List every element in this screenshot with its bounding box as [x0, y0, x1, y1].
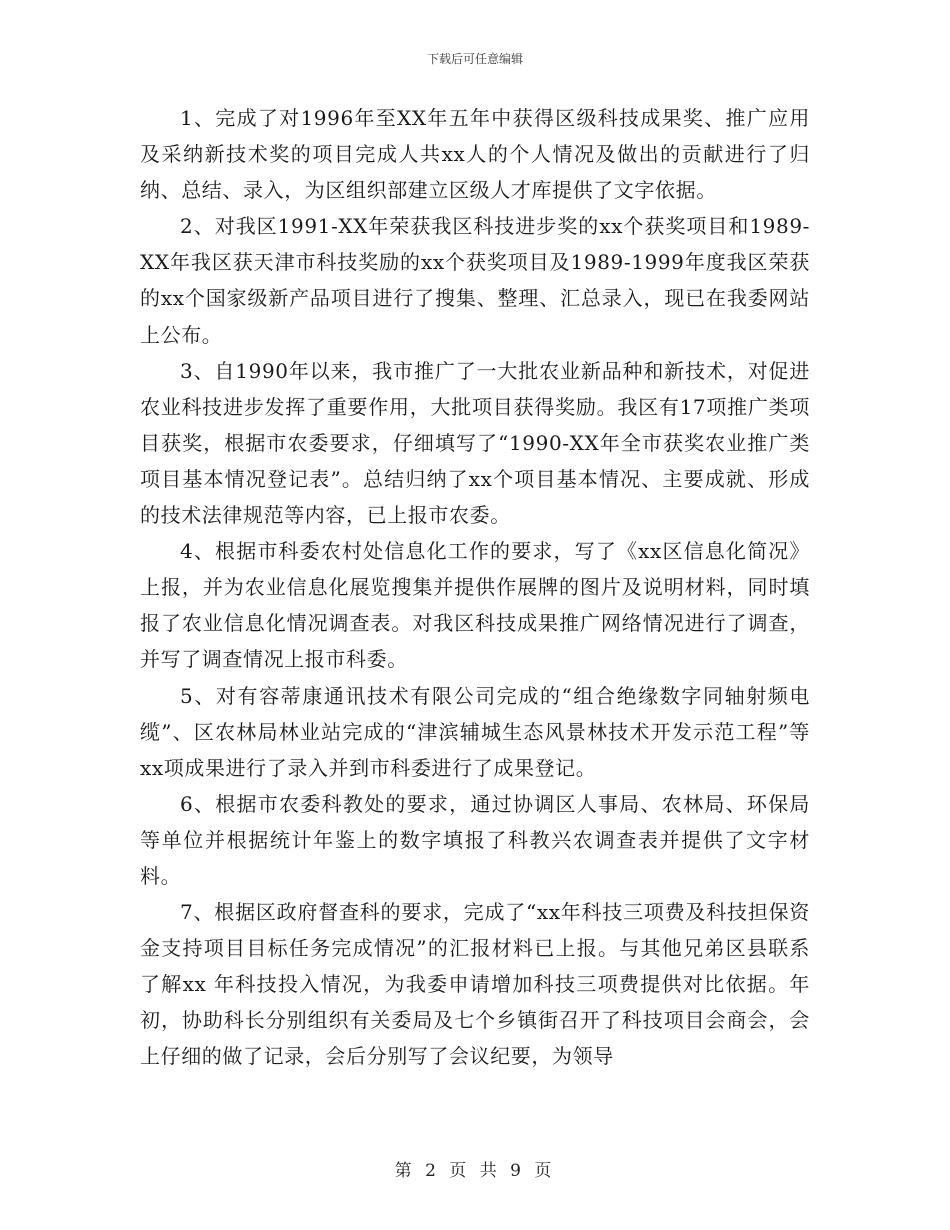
paragraph-1: 1、完成了对1996年至XX年五年中获得区级科技成果奖、推广应用及采纳新技术奖的项目完成人共xx人的个人情况及做出的贡献进行了归纳、总结、录入，为区组织部建立区级人才库提供了文字依据。 — [140, 106, 810, 203]
document-body — [140, 100, 810, 1075]
paragraph-2: 2、对我区1991-XX年荣获我区科技进步奖的xx个获奖项目和1989-XX年我区获天津市科技奖励的xx个获奖项目及1989-1999年度我区荣获的xx个国家级新产品项目进行了搜集、整理、汇总录入，现已在我委网站上公布。 — [140, 214, 810, 347]
paragraph-3: 3、自1990年以来，我市推广了一大批农业新品种和新技术，对促进农业科技进步发挥了重要作用，大批项目获得奖励。我区有17项推广类项目获奖，根据市农委要求，仔细填写了“1990-XX年全市获奖农业推广类项目基本情况登记表”。总结归纳了xx个项目基本情况、主要成就、形成的技术法律规范等内容，已上报市农委。 — [140, 358, 810, 528]
page-header: 下载后可任意编辑 — [426, 52, 523, 66]
page-footer: 第 2 页 共 9 页 — [394, 1161, 556, 1181]
paragraph-5: 5、对有容蒂康通讯技术有限公司完成的“组合绝缘数字同轴射频电缆”、区农林局林业站完成的“津滨辅城生态风景林技术开发示范工程”等xx项成果进行了录入并到市科委进行了成果登记。 — [140, 683, 810, 780]
paragraph-4: 4、根据市科委农村处信息化工作的要求，写了《xx区信息化简况》上报，并为农业信息化展览搜集并提供作展牌的图片及说明材料，同时填报了农业信息化情况调查表。对我区科技成果推广网络情况进行了调查，并写了调查情况上报市科委。 — [140, 539, 810, 672]
paragraph-7: 7、根据区政府督查科的要求，完成了“xx年科技三项费及科技担保资金支持项目目标任务完成情况”的汇报材料已上报。与其他兄弟区县联系了解xx 年科技投入情况，为我委申请增加科技三项费提供对比依据。年初，协助科长分别组织有关委局及七个乡镇街召开了科技项目会商会，会上仔细的做了记录，会后分别写了会议纪要，为领导 — [140, 900, 810, 1069]
paragraph-6: 6、根据市农委科教处的要求，通过协调区人事局、农林局、环保局等单位并根据统计年鉴上的数字填报了科教兴农调查表并提供了文字材料。 — [140, 791, 810, 888]
